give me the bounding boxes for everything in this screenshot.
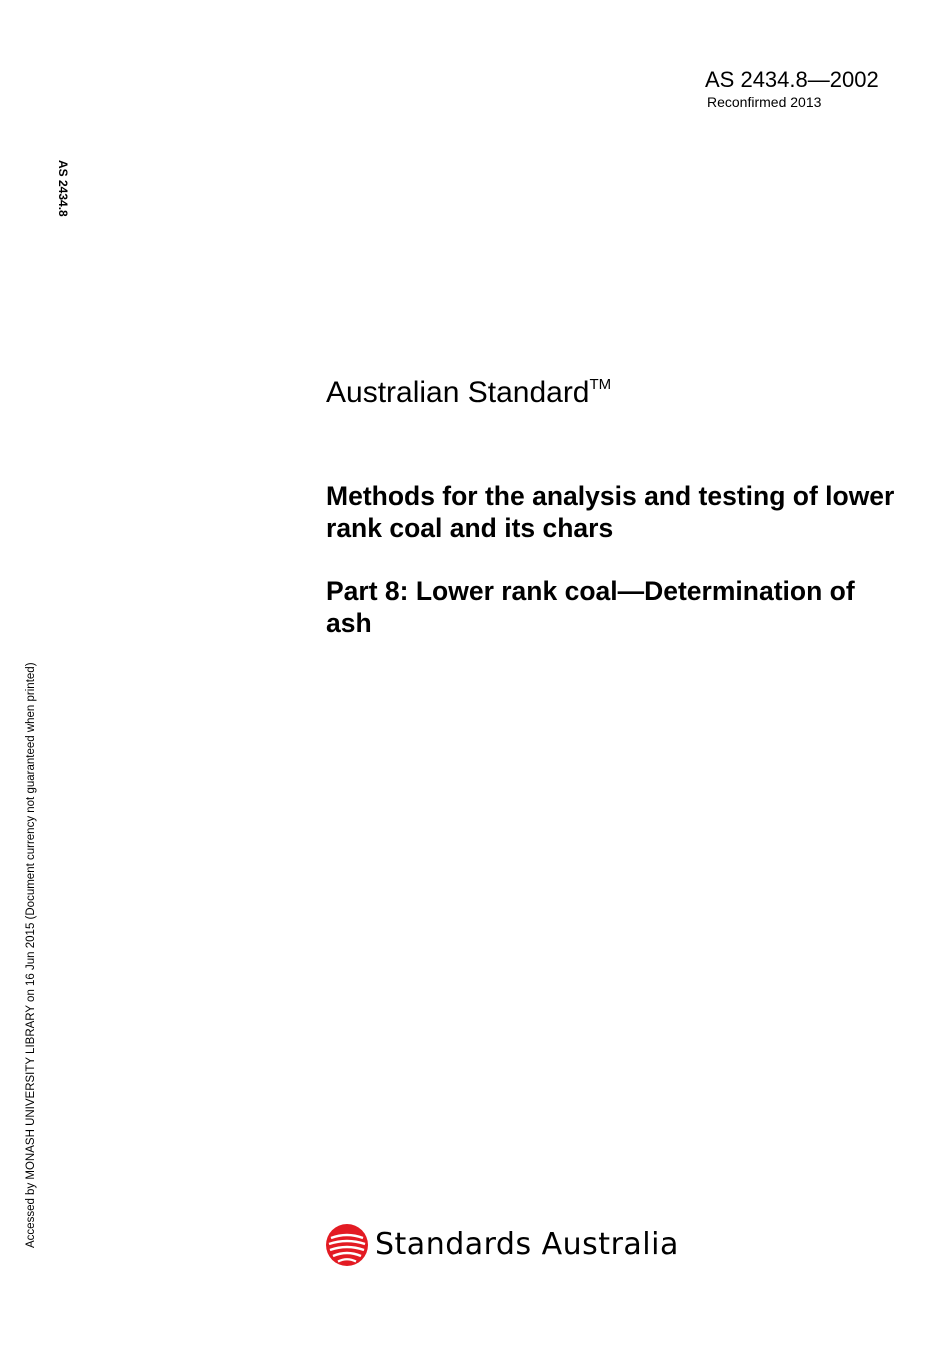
standard-number: AS 2434.8—2002 — [705, 67, 879, 92]
publisher-name: Standards Australia — [375, 1227, 679, 1262]
series-name: Australian Standard — [326, 376, 590, 409]
access-note: Accessed by MONASH UNIVERSITY LIBRARY on 16 Jun 2015 (Document currency not guaranteed when printed) — [25, 662, 37, 1248]
document-part-title: Part 8: Lower rank coal—Determination of ash — [326, 576, 855, 638]
publisher-block — [325, 1222, 679, 1268]
document-title: Methods for the analysis and testing of lower rank coal and its chars — [326, 481, 895, 543]
trademark-symbol: TM — [589, 376, 612, 393]
series-heading — [326, 376, 611, 410]
spine-label: AS 2434.8 — [56, 160, 70, 217]
standards-australia-logo-icon — [325, 1223, 369, 1267]
reconfirmed-note: Reconfirmed 2013 — [707, 94, 822, 110]
